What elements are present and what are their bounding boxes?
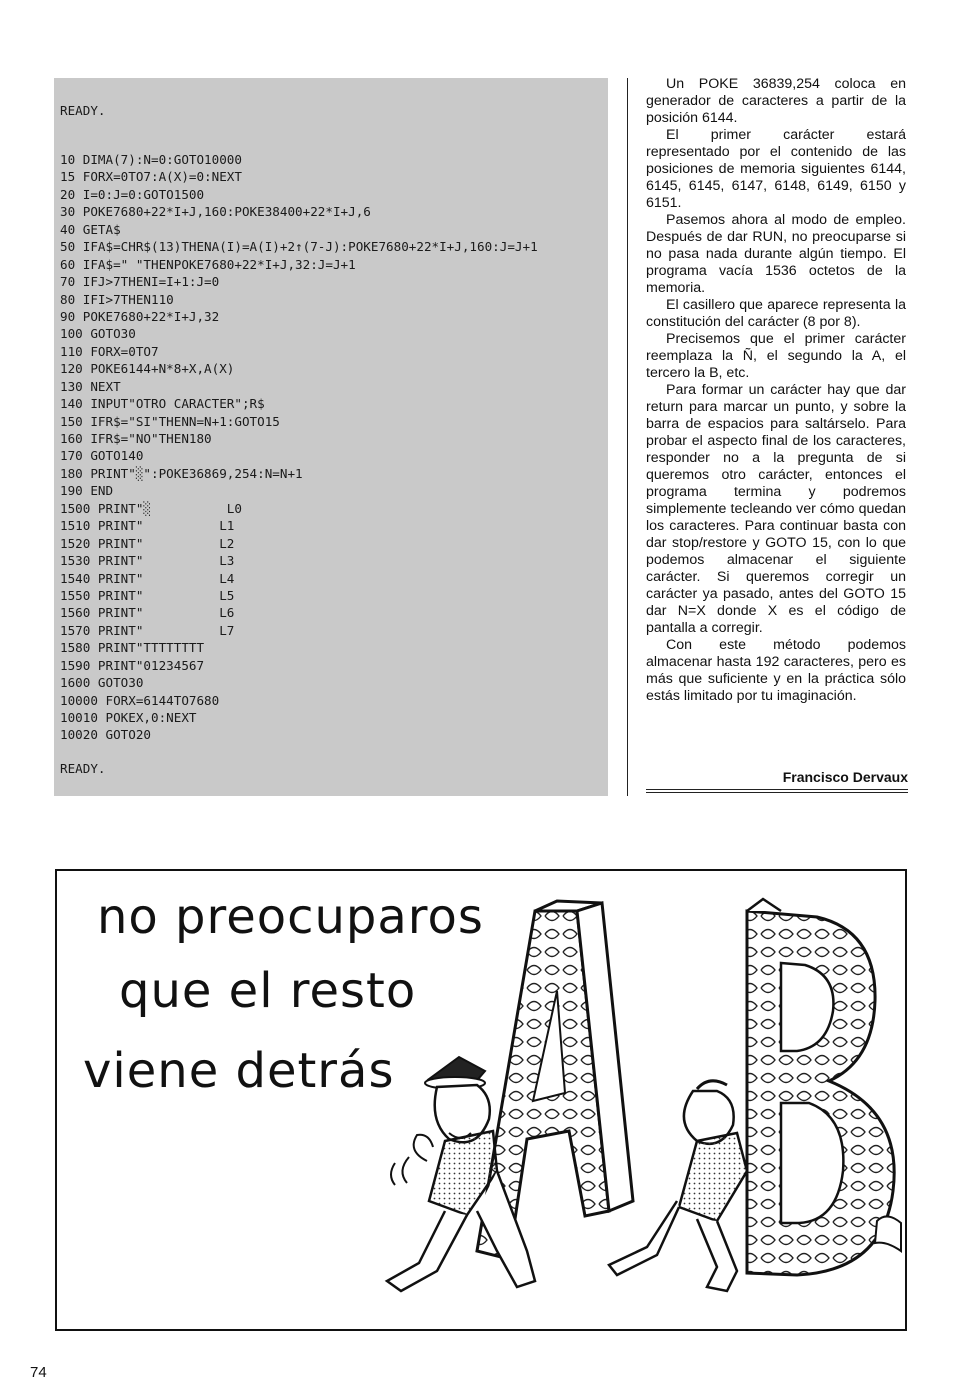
code-line: 1570 PRINT" L7 [60, 622, 235, 638]
page-number: 74 [30, 1364, 47, 1381]
code-line: 130 NEXT [60, 378, 121, 394]
code-line: 10020 GOTO20 [60, 727, 151, 743]
code-line: 10010 POKEX,0:NEXT [60, 710, 197, 725]
article-paragraph: Pasemos ahora al modo de empleo. Después de dar RUN, no preocuparse si no pasa nada durante algún tiempo. El programa vacía 1536 octetos de la memoria. [646, 212, 906, 296]
code-line: 50 IFA$=CHR$(13)THENA(I)=A(I)+2↑(7-J):POKE7680+22*I+J,160:J=J+1 [60, 239, 538, 255]
code-line: 1510 PRINT" L1 [60, 518, 235, 534]
code-line: 1600 GOTO30 [60, 675, 144, 691]
cartoon-caption-line: no preocuparos [97, 889, 484, 945]
program-listing [54, 78, 608, 796]
code-line: 80 IFI>7THEN110 [60, 291, 174, 307]
article-paragraph: El casillero que aparece representa la constitución del carácter (8 por 8). [646, 297, 906, 330]
code-line: 1500 PRINT"░ L0 [60, 500, 242, 516]
code-line: 180 PRINT"░":POKE36869,254:N=N+1 [60, 465, 303, 481]
code-line: 1520 PRINT" L2 [60, 535, 235, 551]
author-name: Francisco Dervaux [782, 769, 908, 785]
code-line: 150 IFR$="SI"THENN=N+1:GOTO15 [60, 413, 280, 429]
code-line: 120 POKE6144+N*8+X,A(X) [60, 361, 235, 377]
cartoon-illustration [57, 871, 905, 1329]
cartoon-panel [55, 869, 907, 1331]
article-paragraph: Precisemos que el primer carácter reemplaza la Ñ, el segundo la A, el tercero la B, etc. [646, 331, 906, 381]
article-text [646, 76, 906, 705]
author-rule [646, 792, 908, 793]
code-line: 1550 PRINT" L5 [60, 587, 235, 603]
code-line: 10 DIMA(7):N=0:GOTO10000 [60, 152, 242, 167]
code-line: 160 IFR$="NO"THEN180 [60, 431, 212, 446]
column-divider [627, 78, 628, 796]
code-line: 40 GETA$ [60, 221, 121, 237]
article-paragraph: El primer carácter estará representado por el contenido de las posiciones de memoria siguientes 6144, 6145, 6145, 6147, 6148, 6149, 6150 y 6151. [646, 127, 906, 211]
code-line: 100 GOTO30 [60, 326, 136, 342]
code-line: 110 FORX=0TO7 [60, 343, 159, 359]
code-line: 170 GOTO140 [60, 448, 144, 464]
ready-prompt-bottom: READY. [60, 761, 106, 776]
article-paragraph: Un POKE 36839,254 coloca en generador de caracteres a partir de la posición 6144. [646, 76, 906, 126]
code-line: 140 INPUT"OTRO CARACTER";R$ [60, 396, 265, 412]
code-line: 1580 PRINT"TTTTTTTT [60, 640, 205, 656]
article-paragraph: Con este método podemos almacenar hasta 192 caracteres, pero es más que suficiente y en la práctica sólo estás limitado por tu imaginación. [646, 637, 906, 704]
cartoon-caption-line: que el resto [119, 963, 417, 1019]
code-line: 60 IFA$=" "THENPOKE7680+22*I+J,32:J=J+1 [60, 256, 356, 272]
author-rule [646, 789, 908, 790]
code-line: 70 IFJ>7THENI=I+1:J=0 [60, 274, 220, 290]
basic-code-lines [60, 151, 538, 744]
cartoon-caption-line: viene detrás [83, 1043, 395, 1099]
code-line: 30 POKE7680+22*I+J,160:POKE38400+22*I+J,6 [60, 204, 371, 220]
code-line: 1530 PRINT" L3 [60, 553, 235, 569]
code-line: 1540 PRINT" L4 [60, 570, 235, 586]
code-line: 20 I=0:J=0:GOTO1500 [60, 186, 205, 202]
ready-prompt-top: READY. [60, 103, 106, 118]
letter-b-figure [747, 899, 894, 1275]
code-line: 1560 PRINT" L6 [60, 605, 235, 621]
article-paragraph: Para formar un carácter hay que dar return para marcar un punto, y sobre la barra de espacios para saltárselo. Para probar el aspecto final de los caracteres, responder no a la pregunta de si queremos otro carácter, entonces el programa termina y podremos simplemente tecleando ver cómo quedan los caracteres. Para continuar basta con dar stop/restore y GOTO 15, con lo que podemos almacenar el siguiente carácter. Si queremos corregir un carácter ya pasado, antes del GOTO 15 dar N=X donde X es el código de pantalla a corregir. [646, 382, 906, 636]
code-line: 10000 FORX=6144TO7680 [60, 692, 220, 708]
code-line: 15 FORX=0TO7:A(X)=0:NEXT [60, 169, 242, 185]
code-line: 190 END [60, 483, 114, 499]
code-line: 90 POKE7680+22*I+J,32 [60, 308, 220, 324]
code-line: 1590 PRINT"01234567 [60, 657, 205, 673]
